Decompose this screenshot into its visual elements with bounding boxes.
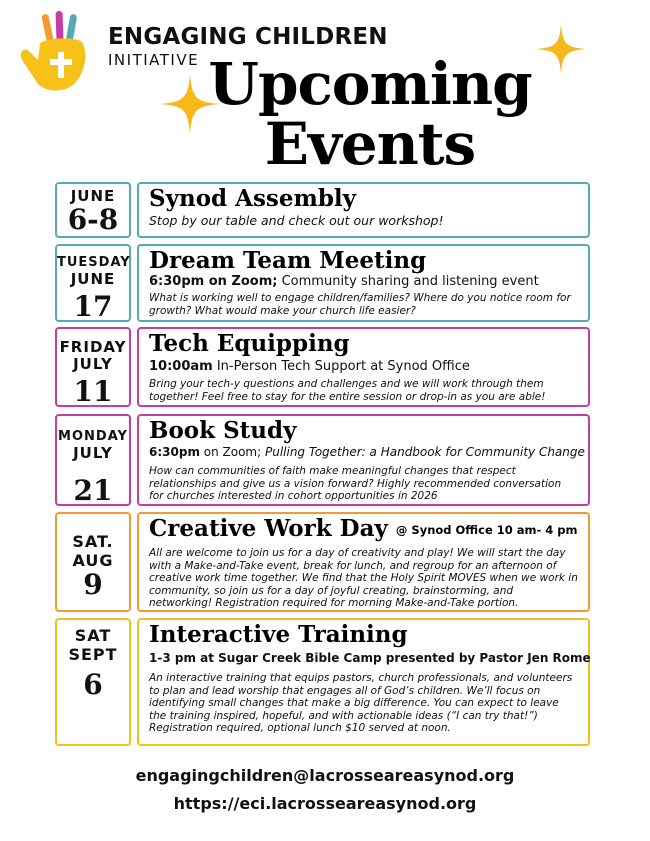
event-date-box xyxy=(55,327,131,407)
event-details-box xyxy=(137,244,590,322)
event-date-month: JULY xyxy=(73,444,113,462)
event-description: Stop by our table and check out our workshop! xyxy=(149,213,444,228)
event-title: Creative Work Day xyxy=(149,515,388,542)
event-time-location: 1-3 pm at Sugar Creek Bible Camp presented by Pastor Jen Rome xyxy=(149,651,591,665)
event-date-box xyxy=(55,414,131,506)
event-time: 10:00am xyxy=(149,359,213,374)
event-date-month: AUG xyxy=(72,551,114,570)
contact-website[interactable]: https://eci.lacrosseareasynod.org xyxy=(173,794,477,813)
event-title: Synod Assembly xyxy=(149,185,357,212)
event-date-box xyxy=(55,182,131,238)
event-description: How can communities of faith make meaningful changes that respect relationships and give us a vision forward? Highly recommended conversation for churches interested in cohort opportunities in 2026 xyxy=(149,465,562,502)
hand-cross-logo-icon xyxy=(14,8,104,98)
event-date-box xyxy=(55,512,131,612)
event-description: Bring your tech-y questions and challenges and we will work through them together! Feel free to stay for the entire session or drop-in as you are able! xyxy=(149,378,546,403)
event-time: 6:30pm xyxy=(149,445,200,459)
event-date-day: MONDAY xyxy=(58,429,128,444)
event-time-line xyxy=(149,274,578,290)
event-details-box xyxy=(137,327,590,407)
event-date-month: JUNE xyxy=(70,187,116,205)
event-time-line xyxy=(149,359,578,375)
event-date-number: 6 xyxy=(83,668,103,701)
event-book-title: Pulling Together: a Handbook for Community Change xyxy=(264,445,585,459)
event-date-box xyxy=(55,618,131,746)
event-summary: Community sharing and listening event xyxy=(277,274,539,289)
event-details-box xyxy=(137,618,590,746)
event-date-number: 11 xyxy=(73,375,113,408)
event-row xyxy=(55,618,590,746)
event-title: Book Study xyxy=(149,417,297,444)
event-location: @ Synod Office 10 am- 4 pm xyxy=(395,523,578,537)
event-row xyxy=(55,414,590,506)
headline-line-2: Events xyxy=(264,110,476,178)
event-row xyxy=(55,182,590,238)
event-date-number: 17 xyxy=(73,290,113,323)
event-row xyxy=(55,327,590,407)
headline-line-1: Upcoming xyxy=(208,50,532,118)
page-headline xyxy=(205,50,535,178)
event-details-box xyxy=(137,182,590,238)
event-date-day: TUESDAY xyxy=(57,255,131,270)
event-date-number: 21 xyxy=(73,474,113,507)
event-title-line xyxy=(149,516,578,543)
event-date-day: SAT xyxy=(74,626,112,645)
event-date-day: SAT. xyxy=(72,532,114,551)
event-date-month: JUNE xyxy=(70,270,116,288)
sparkle-icon xyxy=(536,24,586,74)
event-description: What is working well to engage children/families? Where do you notice room for growth? What would make your church life easier? xyxy=(149,292,571,317)
event-details-box xyxy=(137,512,590,612)
event-date-day: FRIDAY xyxy=(59,338,127,356)
event-date-box xyxy=(55,244,131,322)
event-row xyxy=(55,244,590,322)
event-date-month: JULY xyxy=(73,355,113,373)
org-subtitle: INITIATIVE xyxy=(108,51,200,69)
event-time: 6:30pm on Zoom; xyxy=(149,274,278,289)
event-summary: In-Person Tech Support at Synod Office xyxy=(212,359,470,374)
event-summary: on Zoom; xyxy=(199,445,265,459)
event-description: An interactive training that equips pastors, church professionals, and volunteers to plan and lead worship that engages all of God’s children. We’ll focus on identifying small changes that make a big difference. You can expect to leave the training inspired, hopeful, and with actionable ideas (“I can try that!”) Registration required, optional lunch $10 served at noon. xyxy=(149,672,573,734)
event-title: Tech Equipping xyxy=(149,330,350,357)
event-date-month: SEPT xyxy=(68,645,118,664)
event-time-line xyxy=(149,444,585,460)
org-name: ENGAGING CHILDREN xyxy=(108,24,388,50)
event-details-box xyxy=(137,414,590,506)
event-description: All are welcome to join us for a day of creativity and play! We will start the day with a Make-and-Take event, break for lunch, and regroup for an afternoon of creative work time together. We find that the Holy Spirit MOVES when we work in community, so join us for a day of joyful creating, brainstorming, and networking! Registration required for morning Make-and-Take portion. xyxy=(149,547,578,609)
event-date-number: 6-8 xyxy=(67,203,119,236)
event-date-number: 9 xyxy=(83,568,103,601)
event-row xyxy=(55,512,590,612)
contact-email[interactable]: engagingchildren@lacrosseareasynod.org xyxy=(135,766,515,785)
event-title: Interactive Training xyxy=(149,621,408,648)
event-title: Dream Team Meeting xyxy=(149,247,427,274)
